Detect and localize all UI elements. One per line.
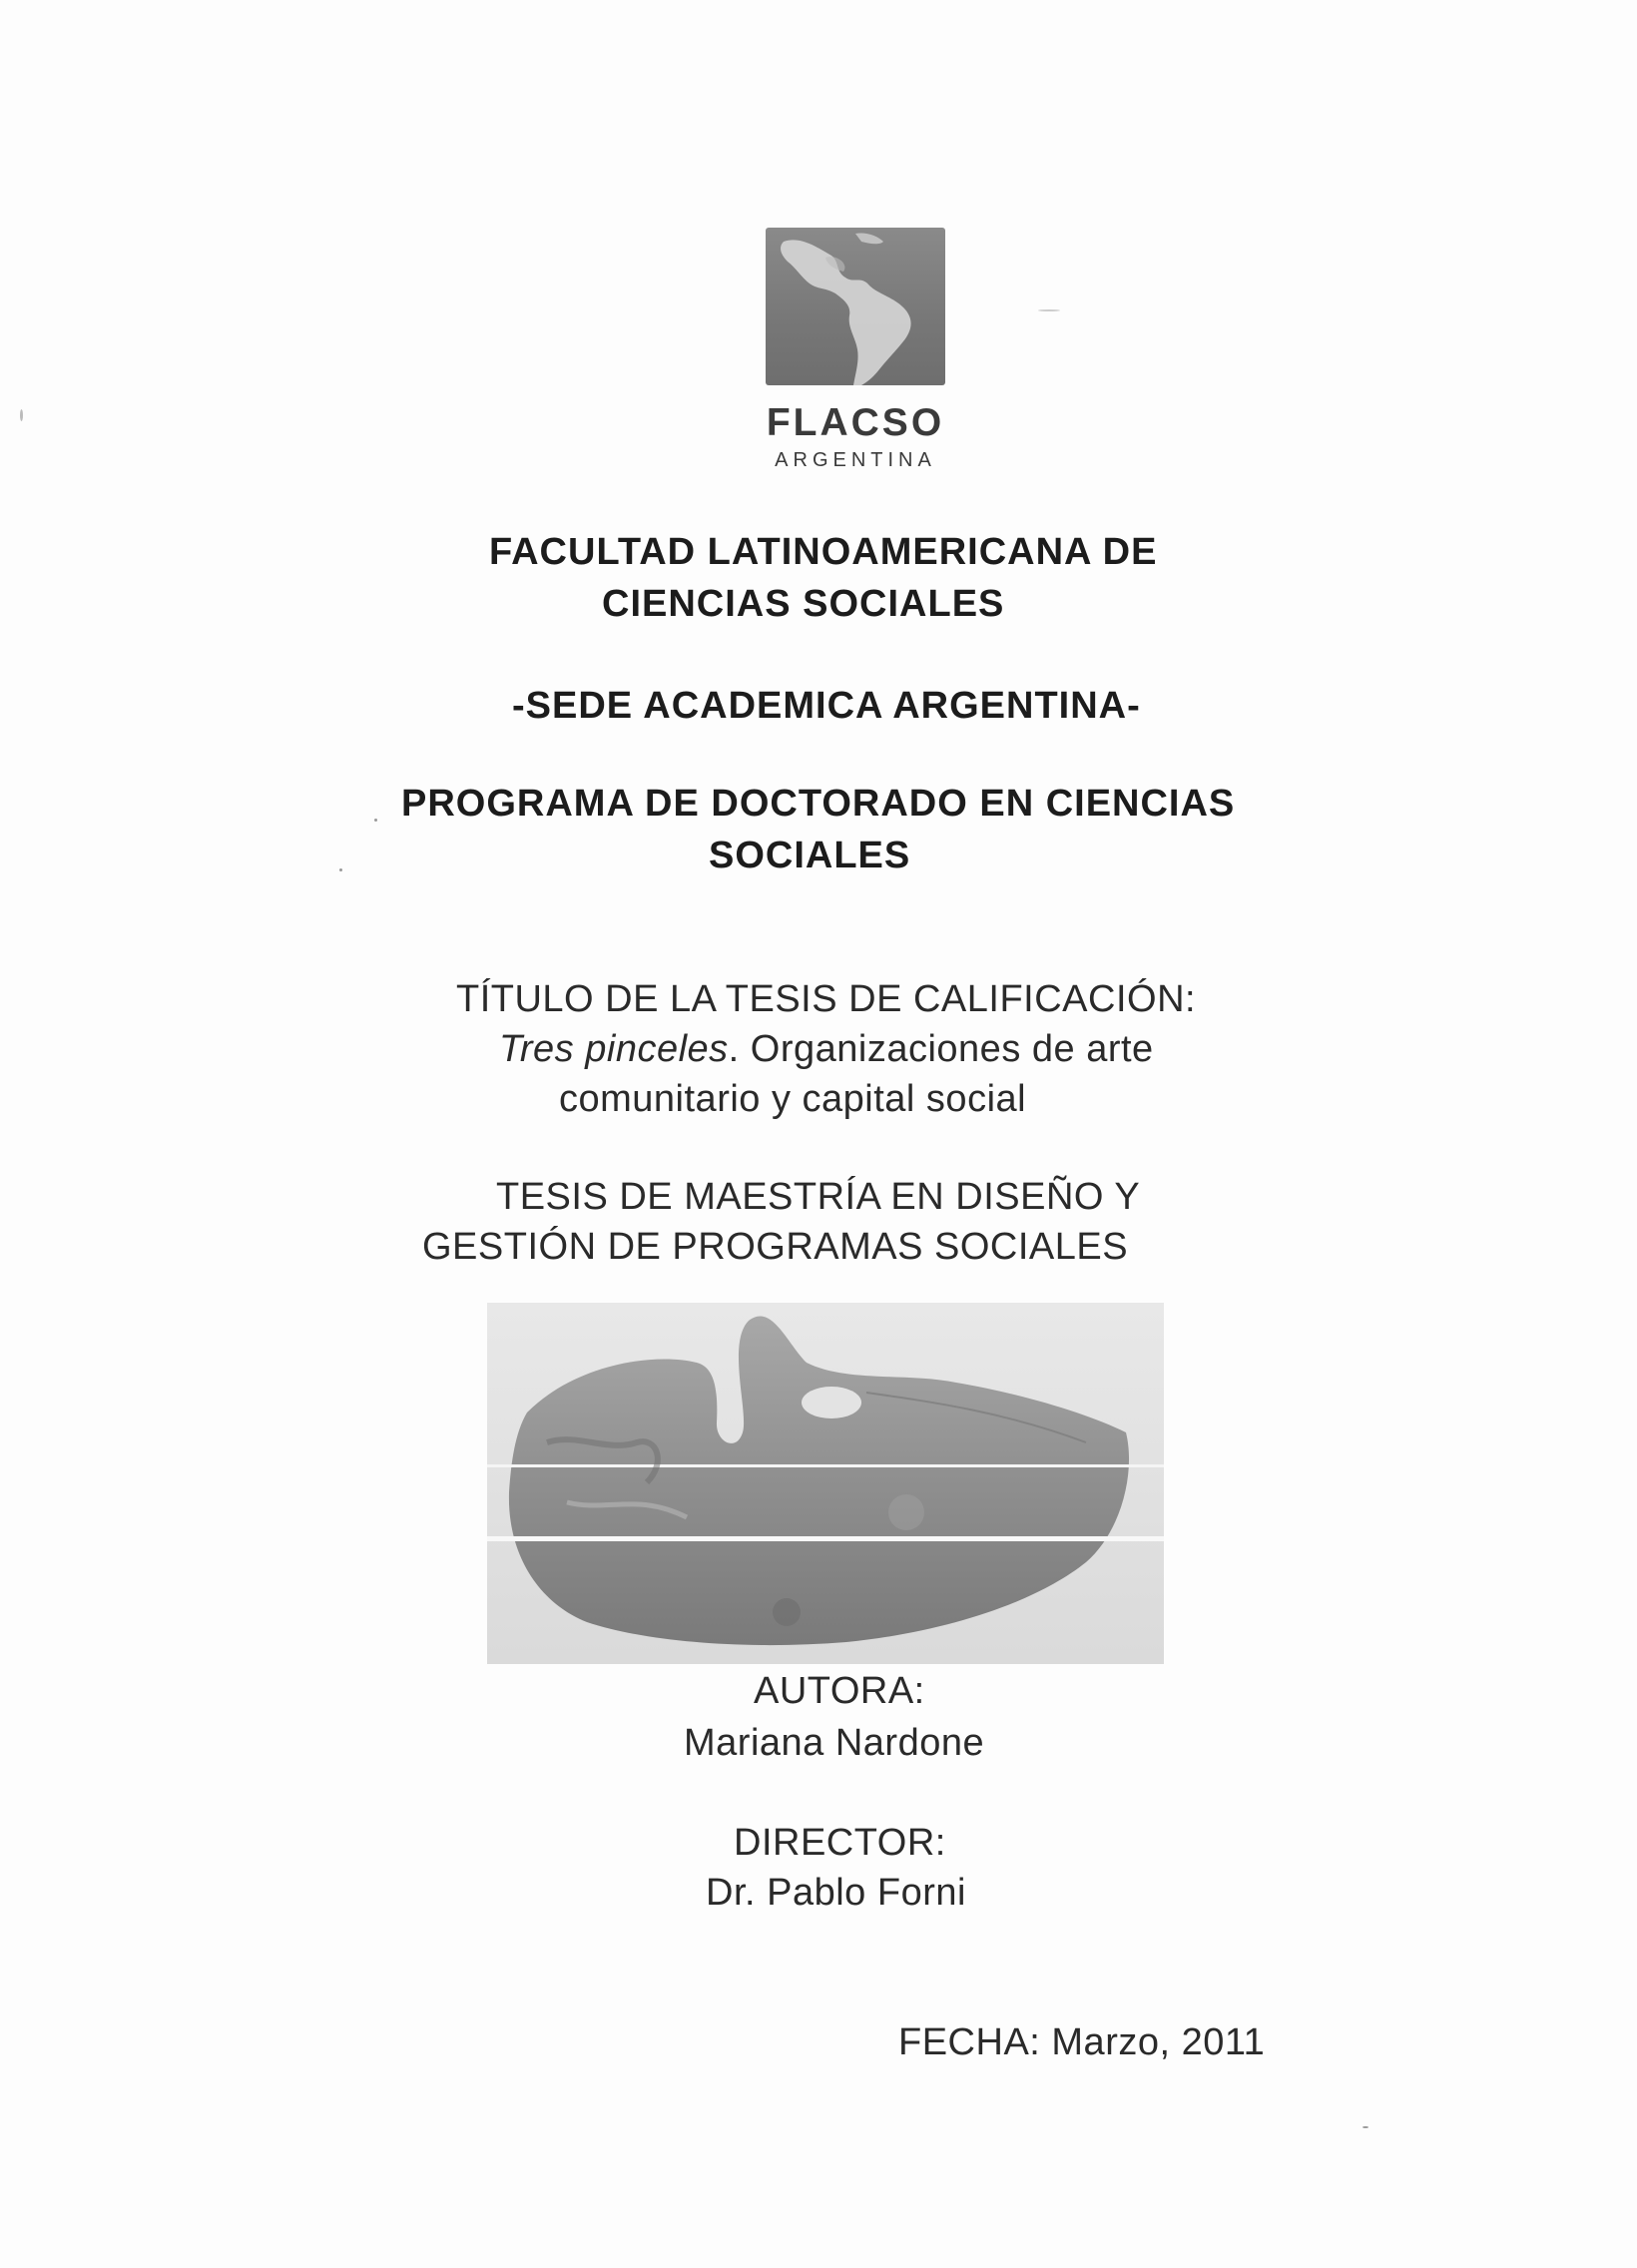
institution-line-2: CIENCIAS SOCIALES <box>602 583 1005 625</box>
thesis-title-heading: TÍTULO DE LA TESIS DE CALIFICACIÓN: <box>456 978 1197 1020</box>
thesis-title-line-1 <box>499 1028 1154 1071</box>
institution-line-1: FACULTAD LATINOAMERICANA DE <box>489 531 1158 573</box>
scan-mark <box>339 868 342 871</box>
paint-palette-photo <box>487 1303 1164 1664</box>
thesis-type-line-1: TESIS DE MAESTRÍA EN DISEÑO Y <box>496 1176 1141 1218</box>
thesis-title-rest: . Organizaciones de arte <box>728 1028 1154 1070</box>
thesis-title-line-2: comunitario y capital social <box>559 1078 1027 1120</box>
scan-mark <box>1363 2126 1368 2128</box>
director-label: DIRECTOR: <box>734 1822 946 1864</box>
date-line: FECHA: Marzo, 2011 <box>898 2021 1266 2063</box>
program-line-1: PROGRAMA DE DOCTORADO EN CIENCIAS <box>401 783 1236 825</box>
scan-mark <box>374 819 377 822</box>
scan-mark <box>1038 309 1060 311</box>
latin-america-map-icon <box>766 228 945 385</box>
sede-heading: -SEDE ACADEMICA ARGENTINA- <box>512 685 1141 727</box>
scan-mark <box>20 409 23 421</box>
logo-subtitle: ARGENTINA <box>775 449 936 471</box>
director-name: Dr. Pablo Forni <box>706 1872 966 1914</box>
author-label: AUTORA: <box>754 1670 925 1712</box>
cover-image <box>487 1303 1164 1664</box>
program-line-2: SOCIALES <box>709 835 911 876</box>
author-name: Mariana Nardone <box>684 1722 985 1764</box>
thesis-type-line-2: GESTIÓN DE PROGRAMAS SOCIALES <box>422 1226 1129 1268</box>
flacso-logo <box>766 228 945 385</box>
logo-name: FLACSO <box>766 401 945 444</box>
thesis-title-italic: Tres pinceles <box>499 1028 729 1070</box>
